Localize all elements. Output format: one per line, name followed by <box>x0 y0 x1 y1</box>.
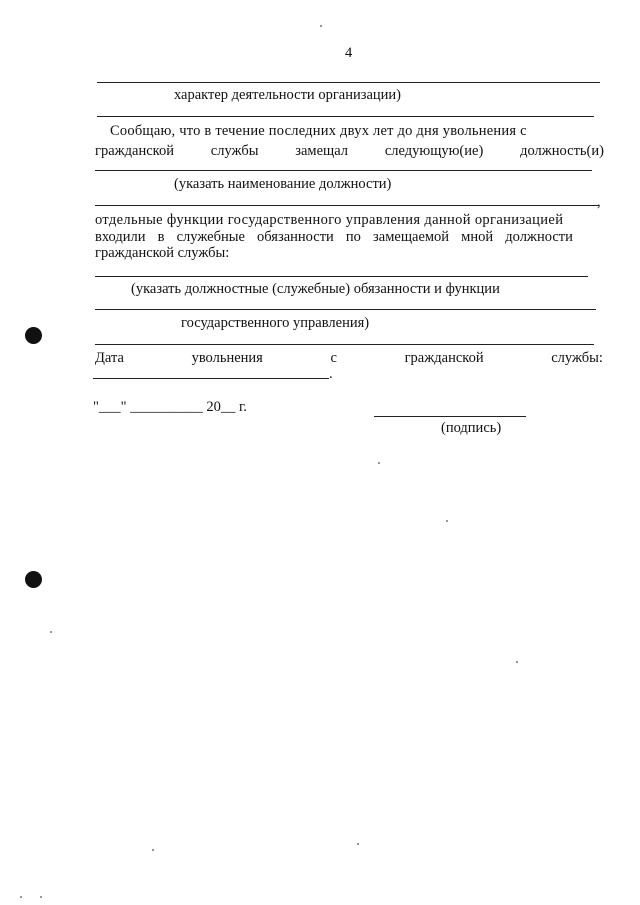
field-line-duties-3 <box>95 344 594 345</box>
word: гражданской <box>95 143 174 159</box>
scan-speck <box>446 520 448 522</box>
signature-caption: (подпись) <box>441 420 502 436</box>
dismissal-date-line <box>95 350 603 366</box>
word: с <box>330 350 337 366</box>
word: следующую(ие) <box>384 143 484 159</box>
binder-hole-top <box>25 327 42 344</box>
signature-line <box>374 416 526 417</box>
paragraph2-line3: гражданской службы: <box>95 245 230 261</box>
field-line-duties-2 <box>95 309 596 310</box>
scan-speck <box>516 661 518 663</box>
word: замещал <box>295 143 349 159</box>
field-line-duties <box>95 276 588 277</box>
word: гражданской <box>404 350 484 366</box>
word: службы <box>210 143 259 159</box>
scan-speck <box>50 631 52 633</box>
field-line-dismissal-date <box>93 378 329 379</box>
word: должность(и) <box>520 143 604 159</box>
field-line-separator-1 <box>97 116 594 117</box>
word: увольнения <box>191 350 263 366</box>
field-line-activity <box>97 82 600 83</box>
trailing-comma: , <box>597 194 601 210</box>
word: Дата <box>95 350 124 366</box>
paragraph2-line1: отдельные функции государственного управления данной организацией <box>95 212 564 228</box>
scan-speck <box>357 843 359 845</box>
paragraph1-line2 <box>95 143 604 159</box>
paragraph2-line2: входили в служебные обязанности по замещаемой мной должности <box>95 229 573 245</box>
scan-speck <box>378 462 380 464</box>
caption-activity: характер деятельности организации) <box>174 87 401 103</box>
caption-position: (указать наименование должности) <box>174 176 392 192</box>
scan-speck <box>320 25 322 27</box>
word: службы: <box>551 350 603 366</box>
caption-duties-2: государственного управления) <box>181 315 370 331</box>
scan-speck <box>40 896 42 898</box>
field-line-position-2 <box>95 205 598 206</box>
field-line-position <box>95 170 592 171</box>
date-line: "___" __________ 20__ г. <box>93 399 247 415</box>
scan-speck <box>152 849 154 851</box>
paragraph1-line1: Сообщаю, что в течение последних двух лет до дня увольнения с <box>110 123 527 139</box>
scan-speck <box>20 896 22 898</box>
page-number: 4 <box>345 45 353 61</box>
caption-duties-1: (указать должностные (служебные) обязанности и функции <box>131 281 500 297</box>
binder-hole-bottom <box>25 571 42 588</box>
dismissal-period: . <box>329 366 333 382</box>
